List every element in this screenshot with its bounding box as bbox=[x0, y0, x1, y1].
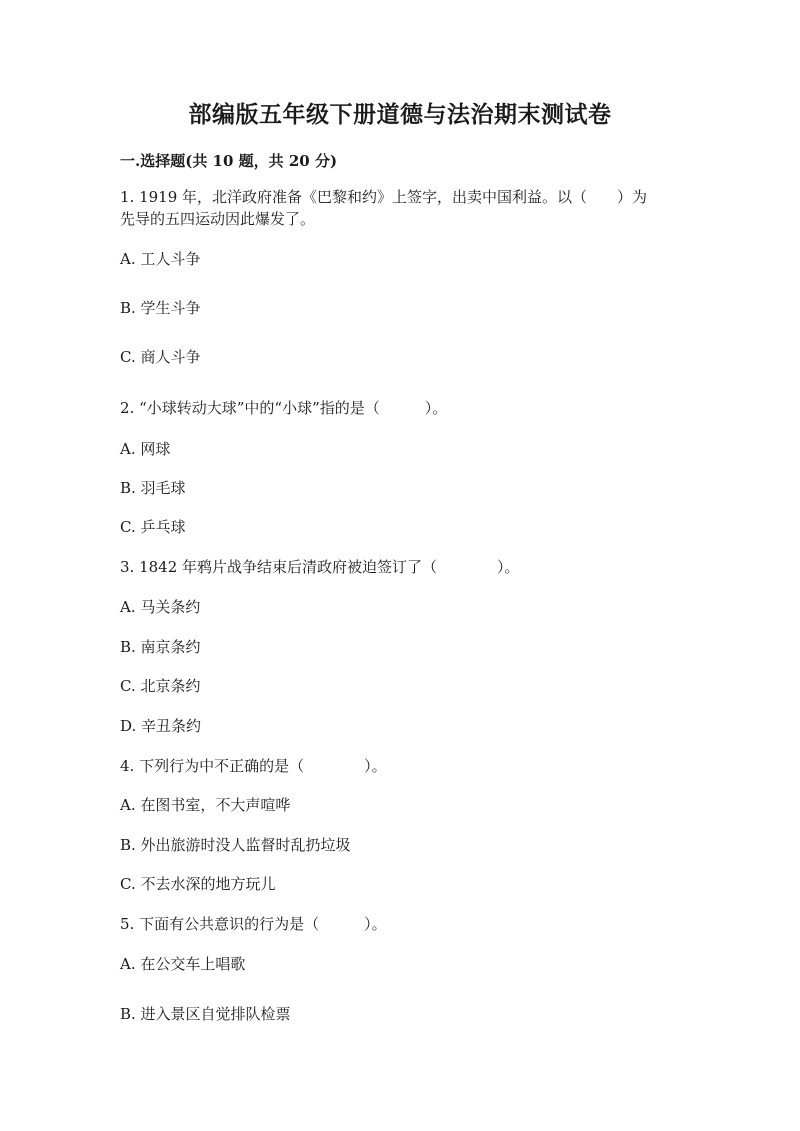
question-3-option-c: C. 北京条约 bbox=[120, 677, 201, 695]
page-title: 部编版五年级下册道德与法治期末测试卷 bbox=[188, 101, 612, 128]
question-4-option-a: A. 在图书室，不大声喧哗 bbox=[120, 796, 291, 814]
question-2-stem: 2. “小球转动大球”中的“小球”指的是（ ）。 bbox=[120, 399, 448, 417]
section-heading: 一.选择题(共 10 题，共 20 分) bbox=[120, 152, 338, 170]
question-2-option-b: B. 羽毛球 bbox=[120, 479, 186, 497]
question-3-stem: 3. 1842 年鸦片战争结束后清政府被迫签订了（ ）。 bbox=[120, 558, 520, 576]
question-2-option-c: C. 乒乓球 bbox=[120, 518, 186, 536]
question-3-option-d: D. 辛丑条约 bbox=[120, 717, 202, 735]
question-4-option-c: C. 不去水深的地方玩儿 bbox=[120, 875, 276, 893]
question-3-option-a: A. 马关条约 bbox=[120, 598, 201, 616]
question-1-option-c: C. 商人斗争 bbox=[120, 348, 201, 366]
question-5-stem: 5. 下面有公共意识的行为是（ ）。 bbox=[120, 915, 387, 933]
question-1-stem-line-1: 1. 1919 年，北洋政府准备《巴黎和约》上签字，出卖中国利益。以（ ）为 bbox=[120, 188, 648, 206]
question-5-option-a: A. 在公交车上唱歌 bbox=[120, 955, 246, 973]
question-1-option-b: B. 学生斗争 bbox=[120, 299, 201, 317]
question-3-option-b: B. 南京条约 bbox=[120, 638, 201, 656]
question-1-option-a: A. 工人斗争 bbox=[120, 250, 201, 268]
question-4-stem: 4. 下列行为中不正确的是（ ）。 bbox=[120, 757, 387, 775]
question-5-option-b: B. 进入景区自觉排队检票 bbox=[120, 1005, 291, 1023]
question-4-option-b: B. 外出旅游时没人监督时乱扔垃圾 bbox=[120, 836, 351, 854]
question-2-option-a: A. 网球 bbox=[120, 440, 171, 458]
question-1-stem-line-2: 先导的五四运动因此爆发了。 bbox=[120, 210, 316, 228]
